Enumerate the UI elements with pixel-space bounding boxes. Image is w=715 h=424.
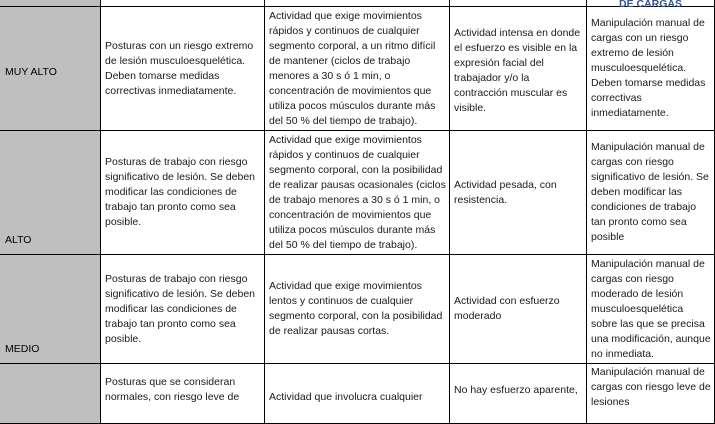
cell-esfuerzo xyxy=(450,131,587,255)
header-cell-esfuerzo xyxy=(450,0,587,7)
cell-text: Posturas de trabajo con riesgo significativo de lesión. Se deben modificar las condiciones de trabajo tan pronto como sea posible. xyxy=(105,272,256,345)
cell-text: Manipulación manual de cargas con riesgo significativo de lesión. Se deben modificar las condiciones de trabajo tan pronto como sea posible xyxy=(591,141,709,243)
cell-text: Actividad intensa en donde el esfuerzo es visible en la expresión facial del trabajador y/o la contracción muscular es visible. xyxy=(454,27,581,114)
cell-posturas xyxy=(101,255,265,364)
cell-posturas xyxy=(101,7,265,131)
cell-repetitividad xyxy=(265,364,450,424)
level-cell-medio xyxy=(0,255,101,364)
header-cell-level xyxy=(0,0,101,7)
cell-repetitividad xyxy=(265,7,450,131)
cell-repetitividad xyxy=(265,131,450,255)
cell-text: Actividad con esfuerzo moderado xyxy=(454,295,560,322)
header-cargas-label: DE CARGAS xyxy=(618,0,682,10)
cell-text: Actividad que involucra cualquier xyxy=(269,391,423,403)
header-cell-posturas xyxy=(101,0,265,7)
cell-text: Posturas de trabajo con riesgo significativo de lesión. Se deben modificar las condiciones de trabajo tan pronto como sea posible. xyxy=(105,156,256,228)
level-cell-bajo xyxy=(0,364,101,424)
cell-text: Posturas que se consideran normales, con riesgo leve de xyxy=(105,376,240,403)
cell-text: Manipulación manual de cargas con un riesgo extremo de lesión musculoesquelética. Deben tomarse medidas correctivas inmediatamente. xyxy=(591,17,706,119)
cell-esfuerzo xyxy=(450,255,587,364)
cell-esfuerzo xyxy=(450,364,587,424)
cell-text: Posturas con un riesgo extremo de lesión musculoesquelética. Deben tomarse medidas correctivas inmediatamente. xyxy=(105,39,254,97)
cell-text: Actividad que exige movimientos rápidos y continuos de cualquier segmento corporal, a un ritmo difícil de mantener (ciclos de trabajo menores a 30 s ó 1 min, o concentración de movimientos que utiliza pocos músculos durante más del 50 % del tiempo de trabajo). xyxy=(269,9,436,127)
cell-posturas xyxy=(101,364,265,424)
header-cell-cargas xyxy=(587,0,715,10)
cell-cargas xyxy=(587,364,715,424)
level-cell-muy-alto xyxy=(0,7,101,131)
level-cell-alto xyxy=(0,131,101,255)
level-label: ALTO xyxy=(5,234,32,246)
cell-text: Actividad que exige movimientos lentos y continuos de cualquier segmento corporal, con la posibilidad de realizar pausas cortas. xyxy=(269,280,443,337)
cell-text: Actividad que exige movimientos rápidos y continuos de cualquier segmento corporal, con la posibilidad de realizar pausas ocasionales (ciclos de trabajo menores a 30 s ó 1 min, o concentración de movimientos que utiliza pocos músculos durante más del 50 % del tiempo de trabajo). xyxy=(269,133,446,251)
cell-cargas xyxy=(587,7,715,131)
cell-esfuerzo xyxy=(450,7,587,131)
header-cell-repetitividad xyxy=(265,0,450,7)
cell-text: Manipulación manual de cargas con riesgo moderado de lesión musculoesquelética sobre las que se precisa una modificación, aunque no inmediata. xyxy=(591,257,711,360)
cell-cargas xyxy=(587,131,715,255)
cell-cargas xyxy=(587,255,715,364)
level-label: MEDIO xyxy=(5,343,40,355)
cell-posturas xyxy=(101,131,265,255)
cell-repetitividad xyxy=(265,255,450,364)
cell-text: Actividad pesada, con resistencia. xyxy=(454,178,557,206)
level-label: MUY ALTO xyxy=(5,66,57,78)
cell-text: Manipulación manual de cargas con riesgo leve de lesiones xyxy=(591,366,711,408)
cell-text: No hay esfuerzo aparente, xyxy=(454,384,578,396)
